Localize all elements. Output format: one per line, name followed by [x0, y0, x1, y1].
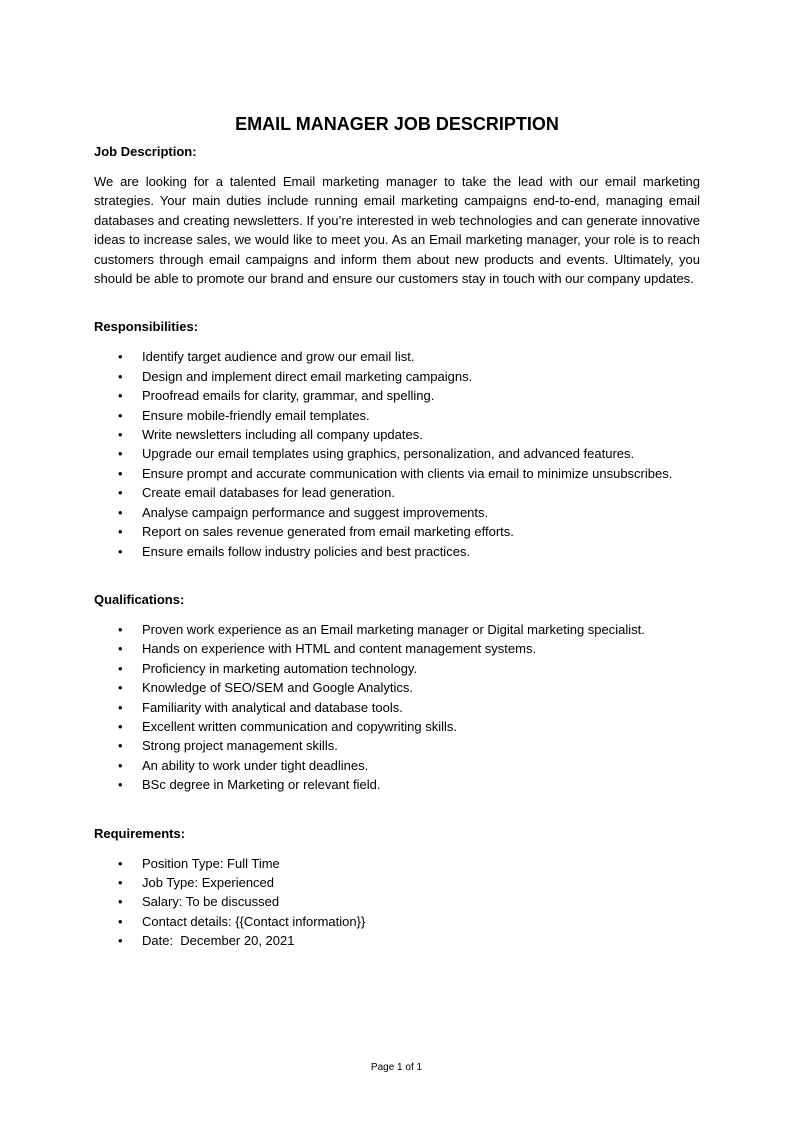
list-item: [94, 464, 700, 483]
bullet-icon: •: [118, 524, 123, 540]
list-item-text: Ensure prompt and accurate communication with clients via email to minimize unsubscribes.: [142, 465, 673, 481]
list-item-text: Knowledge of SEO/SEM and Google Analytics.: [142, 680, 413, 696]
list-item: [94, 892, 700, 911]
list-item: [94, 522, 700, 541]
qualifications-list: [94, 620, 700, 795]
list-item: [94, 639, 700, 658]
bullet-icon: •: [118, 757, 123, 773]
list-item: [94, 912, 700, 931]
qualifications-section: [94, 591, 700, 795]
list-item: [94, 659, 700, 678]
salary: Salary: To be discussed: [142, 894, 280, 910]
list-item: [94, 736, 700, 755]
list-item-text: Design and implement direct email marketing campaigns.: [142, 368, 473, 384]
requirements-heading: Requirements:: [94, 825, 186, 841]
bullet-icon: •: [118, 368, 123, 384]
section-spacer: [94, 561, 700, 591]
list-item: [94, 367, 700, 386]
bullet-icon: •: [118, 504, 123, 520]
bullet-icon: •: [118, 855, 123, 871]
page-number: Page 1 of 1: [370, 1062, 423, 1073]
list-item: [94, 854, 700, 873]
list-item: [94, 406, 700, 425]
list-item: [94, 698, 700, 717]
bullet-icon: •: [118, 427, 123, 443]
bullet-icon: •: [118, 913, 123, 929]
job-description-text: We are looking for a talented Email marketing manager to take the lead with our email marketing strategies. Your main duties include running email marketing campaigns end-to-end, managing email databases and creating newsletters. If you’re interested in web technologies and can generate innovative ideas to increase sales, we would like to meet you. As an Email marketing manager, your role is to reach customers through email campaigns and inform them about new products and events. Ultimately, you should be able to promote our brand and ensure our customers stay in touch with our company updates.: [94, 174, 700, 287]
bullet-icon: •: [118, 718, 123, 734]
bullet-icon: •: [118, 874, 123, 890]
bullet-icon: •: [118, 465, 123, 481]
bullet-icon: •: [118, 407, 123, 423]
bullet-icon: •: [118, 485, 123, 501]
job-description-heading: Job Description:: [94, 144, 197, 159]
position-type: Position Type: Full Time: [142, 855, 280, 871]
responsibilities-section: [94, 318, 700, 560]
requirements-list: [94, 854, 700, 951]
list-item-text: Analyse campaign performance and suggest improvements.: [142, 504, 489, 520]
bullet-icon: •: [118, 933, 123, 949]
list-item-text: Strong project management skills.: [142, 738, 338, 754]
list-item-text: Upgrade our email templates using graphics, personalization, and advanced features.: [142, 446, 635, 462]
list-item-text: Proven work experience as an Email marketing manager or Digital marketing specialist.: [142, 621, 645, 637]
bullet-icon: •: [118, 641, 123, 657]
bullet-icon: •: [118, 777, 123, 793]
responsibilities-heading: Responsibilities:: [94, 319, 199, 335]
contact-details: Contact details: {{Contact information}}: [142, 913, 366, 929]
list-item: [94, 386, 700, 405]
bullet-icon: •: [118, 660, 123, 676]
list-item: [94, 775, 700, 794]
list-item-text: Proofread emails for clarity, grammar, and spelling.: [142, 388, 435, 404]
list-item: [94, 503, 700, 522]
list-item: [94, 717, 700, 736]
qualifications-heading: Qualifications:: [94, 591, 185, 607]
section-spacer: [94, 288, 700, 318]
bullet-icon: •: [118, 543, 123, 559]
list-item: [94, 756, 700, 775]
bullet-icon: •: [118, 621, 123, 637]
bullet-icon: •: [118, 894, 123, 910]
list-item: [94, 542, 700, 561]
list-item-text: Familiarity with analytical and database tools.: [142, 699, 403, 715]
requirements-section: [94, 825, 700, 951]
list-item-text: Identify target audience and grow our email list.: [142, 349, 415, 365]
list-item-text: An ability to work under tight deadlines.: [142, 757, 369, 773]
list-item: [94, 347, 700, 366]
bullet-icon: •: [118, 738, 123, 754]
job-description-section: [94, 143, 700, 288]
bullet-icon: •: [118, 349, 123, 365]
responsibilities-list: [94, 347, 700, 560]
list-item: [94, 483, 700, 502]
document-body: [94, 113, 700, 951]
list-item-text: Write newsletters including all company updates.: [142, 427, 423, 443]
date: Date: December 20, 2021: [142, 933, 295, 949]
bullet-icon: •: [118, 699, 123, 715]
list-item: [94, 678, 700, 697]
list-item-text: Ensure mobile-friendly email templates.: [142, 407, 370, 423]
job-type: Job Type: Experienced: [142, 874, 275, 890]
document-title: EMAIL MANAGER JOB DESCRIPTION: [235, 114, 559, 134]
list-item-text: Ensure emails follow industry policies and best practices.: [142, 543, 471, 559]
list-item-text: Hands on experience with HTML and content management systems.: [142, 641, 537, 657]
list-item: [94, 425, 700, 444]
list-item-text: Proficiency in marketing automation technology.: [142, 660, 418, 676]
list-item: [94, 620, 700, 639]
bullet-icon: •: [118, 388, 123, 404]
list-item: [94, 873, 700, 892]
list-item-text: Create email databases for lead generation.: [142, 485, 395, 501]
list-item-text: BSc degree in Marketing or relevant field.: [142, 777, 381, 793]
bullet-icon: •: [118, 680, 123, 696]
list-item-text: Excellent written communication and copywriting skills.: [142, 718, 458, 734]
list-item: [94, 444, 700, 463]
list-item-text: Report on sales revenue generated from email marketing efforts.: [142, 524, 514, 540]
section-spacer: [94, 795, 700, 825]
bullet-icon: •: [118, 446, 123, 462]
list-item: [94, 931, 700, 950]
